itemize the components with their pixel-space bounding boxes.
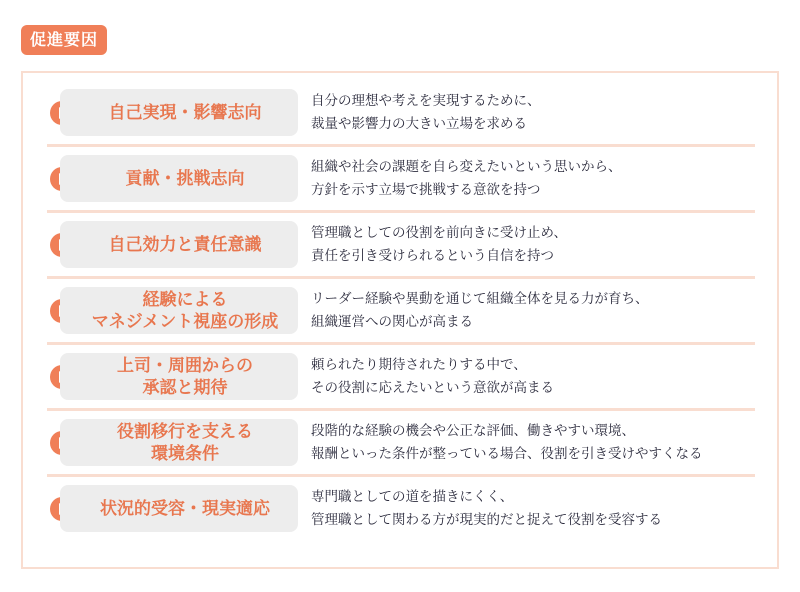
factor-description-line: その役割に応えたいという意欲が高まる [311, 379, 554, 396]
factor-label-pill [60, 89, 298, 136]
factor-label: 貢献・挑戦志向 [125, 168, 245, 189]
factor-description [311, 155, 761, 202]
factor-description-line: リーダー経験や異動を通じて組織全体を見る力が育ち、 [311, 290, 649, 307]
factors-panel [21, 71, 779, 569]
factor-description [311, 419, 761, 466]
factor-description-line: 方針を示す立場で挑戦する意欲を持つ [311, 181, 541, 198]
factor-description-line: 自分の理想や考えを実現するために、 [311, 92, 541, 109]
factor-description-line: 頼られたり期待されたりする中で、 [311, 356, 527, 373]
factor-description-line: 段階的な経験の機会や公正な評価、働きやすい環境、 [311, 422, 635, 439]
factor-description-line: 報酬といった条件が整っている場合、役割を引き受けやすくなる [311, 445, 703, 462]
factor-row [47, 213, 755, 279]
factor-label-pill [60, 221, 298, 268]
factor-row [47, 147, 755, 213]
factor-description-line: 組織運営への関心が高まる [311, 313, 473, 330]
factor-description-line: 専門職としての道を描きにくく、 [311, 488, 514, 505]
factor-description-line: 裁量や影響力の大きい立場を求める [311, 115, 527, 132]
factor-description-line: 管理職として関わる方が現実的だと捉えて役割を受容する [311, 511, 662, 528]
factor-label-pill [60, 155, 298, 202]
factor-row [47, 477, 755, 543]
factor-description [311, 89, 761, 136]
factor-description [311, 221, 761, 268]
section-title-badge: 促進要因 [21, 25, 107, 55]
factor-description [311, 287, 761, 334]
factor-row [47, 279, 755, 345]
factor-label-pill [60, 485, 298, 532]
factor-description-line: 責任を引き受けられるという自信を持つ [311, 247, 554, 264]
factor-description-line: 組織や社会の課題を自ら変えたいという思いから、 [311, 158, 622, 175]
factor-label: 上司・周囲からの 承認と期待 [117, 355, 253, 398]
factor-list [47, 81, 755, 543]
factor-label-pill [60, 287, 298, 334]
factor-label: 自己実現・影響志向 [108, 102, 262, 123]
factor-label: 自己効力と責任意識 [108, 234, 262, 255]
factor-description-line: 管理職としての役割を前向きに受け止め、 [311, 224, 567, 241]
factor-label: 状況的受容・現実適応 [100, 498, 270, 519]
factor-description [311, 485, 761, 532]
factor-label: 役割移行を支える 環境条件 [117, 421, 253, 464]
factor-description [311, 353, 761, 400]
factor-label: 経験による マネジメント視座の形成 [91, 289, 279, 332]
factor-row [47, 411, 755, 477]
factor-row [47, 81, 755, 147]
factor-label-pill [60, 419, 298, 466]
factor-label-pill [60, 353, 298, 400]
factor-row [47, 345, 755, 411]
